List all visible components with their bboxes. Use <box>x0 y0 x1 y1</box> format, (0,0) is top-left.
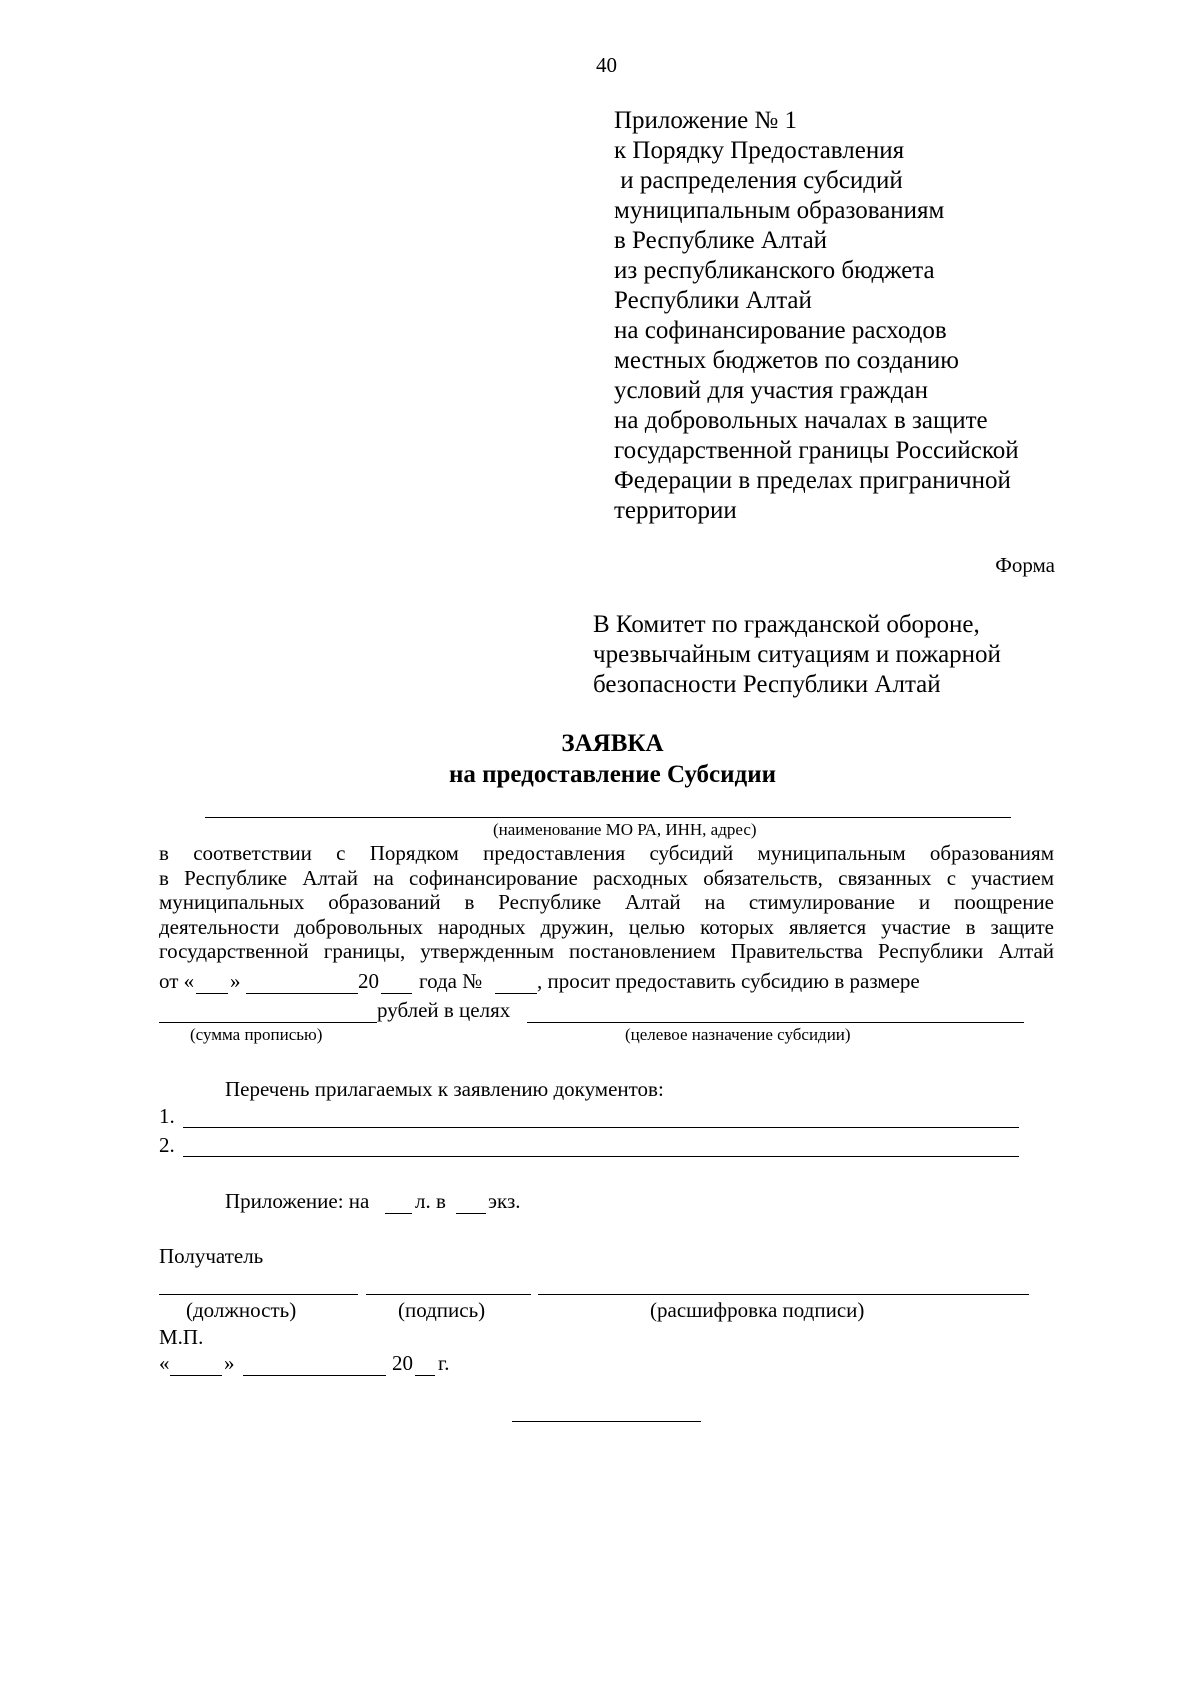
documents-header: Перечень прилагаемых к заявлению документов: <box>225 1077 664 1101</box>
appendix-line: на добровольных началах в защите <box>614 407 988 434</box>
sign-year-field[interactable] <box>415 1375 435 1376</box>
recipient-label: Получатель <box>159 1244 264 1268</box>
addressee-line: В Комитет по гражданской обороне, <box>593 611 980 638</box>
signature-decoding-field[interactable] <box>538 1294 1029 1295</box>
date-quote-open: « <box>159 1351 170 1375</box>
purpose-caption: (целевое назначение субсидии) <box>625 1025 851 1044</box>
page-number: 40 <box>596 53 617 77</box>
body-line: государственной границы, утвержденным постановлением Правительства Республики Алтай <box>159 939 1054 964</box>
decree-number-field[interactable] <box>495 993 537 994</box>
stamp-label: М.П. <box>159 1325 204 1349</box>
appendix-line: условий для участия граждан <box>614 377 928 404</box>
date-quote-close: » <box>230 969 241 993</box>
closing-divider <box>512 1421 701 1422</box>
copies-field[interactable] <box>456 1213 486 1214</box>
appendix-line: государственной границы Российской <box>614 437 1019 464</box>
appendix-line: местных бюджетов по созданию <box>614 347 959 374</box>
signature-caption: (подпись) <box>398 1298 486 1322</box>
appendix-line: на софинансирование расходов <box>614 317 947 344</box>
body-line: в Республике Алтай на софинансирование расходных обязательств, связанных с участием <box>159 865 1054 890</box>
appendix-line: Федерации в пределах приграничной <box>614 467 1011 494</box>
applicant-caption: (наименование МО РА, ИНН, адрес) <box>493 820 757 839</box>
appendix-line: Приложение № 1 <box>614 107 798 134</box>
appendix-block <box>614 106 1019 526</box>
sign-year-prefix: 20 <box>392 1351 413 1375</box>
request-text: , просит предоставить субсидию в размере <box>537 969 920 993</box>
day-field[interactable] <box>196 993 228 994</box>
applicant-name-field[interactable] <box>205 817 1011 818</box>
document-item-field[interactable] <box>183 1156 1019 1157</box>
document-subtitle: на предоставление Субсидии <box>448 761 777 788</box>
sheets-label: л. в <box>415 1189 446 1213</box>
year-number-label: года № <box>419 969 483 993</box>
appendix-line: территории <box>614 497 737 524</box>
sign-day-field[interactable] <box>170 1375 222 1376</box>
year-field[interactable] <box>381 993 412 994</box>
addressee-line: безопасности Республики Алтай <box>593 671 941 698</box>
signature-field[interactable] <box>366 1294 531 1295</box>
addressee-line: чрезвычайным ситуациям и пожарной <box>593 641 1001 668</box>
sign-month-field[interactable] <box>243 1375 386 1376</box>
body-line: деятельности добровольных народных дружин, целью которых является участие в защите <box>159 914 1054 939</box>
body-line: в соответствии с Порядком предоставления субсидий муниципальным образованиям <box>159 841 1054 865</box>
appendix-line: Республики Алтай <box>614 287 812 314</box>
date-from-label: от « <box>159 969 195 993</box>
date-quote-close: » <box>224 1351 235 1375</box>
month-field[interactable] <box>246 993 358 994</box>
position-field[interactable] <box>159 1294 358 1295</box>
appendix-line: и распределения субсидий <box>614 167 903 194</box>
amount-in-words-field[interactable] <box>159 1022 377 1023</box>
purpose-field[interactable] <box>527 1022 1024 1023</box>
document-title: ЗАЯВКА <box>561 730 664 757</box>
body-line: муниципальных образований в Республике Алтай на стимулирование и поощрение <box>159 890 1054 915</box>
body-text <box>159 841 1054 964</box>
form-label: Форма <box>995 553 1055 577</box>
position-caption: (должность) <box>186 1298 297 1322</box>
year-prefix: 20 <box>358 969 379 993</box>
appendix-line: в Республике Алтай <box>614 227 828 254</box>
amount-caption: (сумма прописью) <box>190 1025 323 1044</box>
rubles-label: рублей в целях <box>377 998 511 1022</box>
appendix-line: муниципальным образованиям <box>614 197 945 224</box>
appendix-line: из республиканского бюджета <box>614 257 935 284</box>
document-item-number: 2. <box>159 1133 175 1157</box>
appendix-line: к Порядку Предоставления <box>614 137 905 164</box>
year-abbr: г. <box>438 1351 450 1375</box>
attachment-prefix: Приложение: на <box>225 1189 370 1213</box>
signature-decoding-caption: (расшифровка подписи) <box>650 1298 865 1322</box>
copies-label: экз. <box>488 1189 521 1213</box>
document-item-field[interactable] <box>183 1127 1019 1128</box>
document-item-number: 1. <box>159 1104 175 1128</box>
sheets-field[interactable] <box>385 1213 412 1214</box>
addressee-block <box>593 610 1001 700</box>
